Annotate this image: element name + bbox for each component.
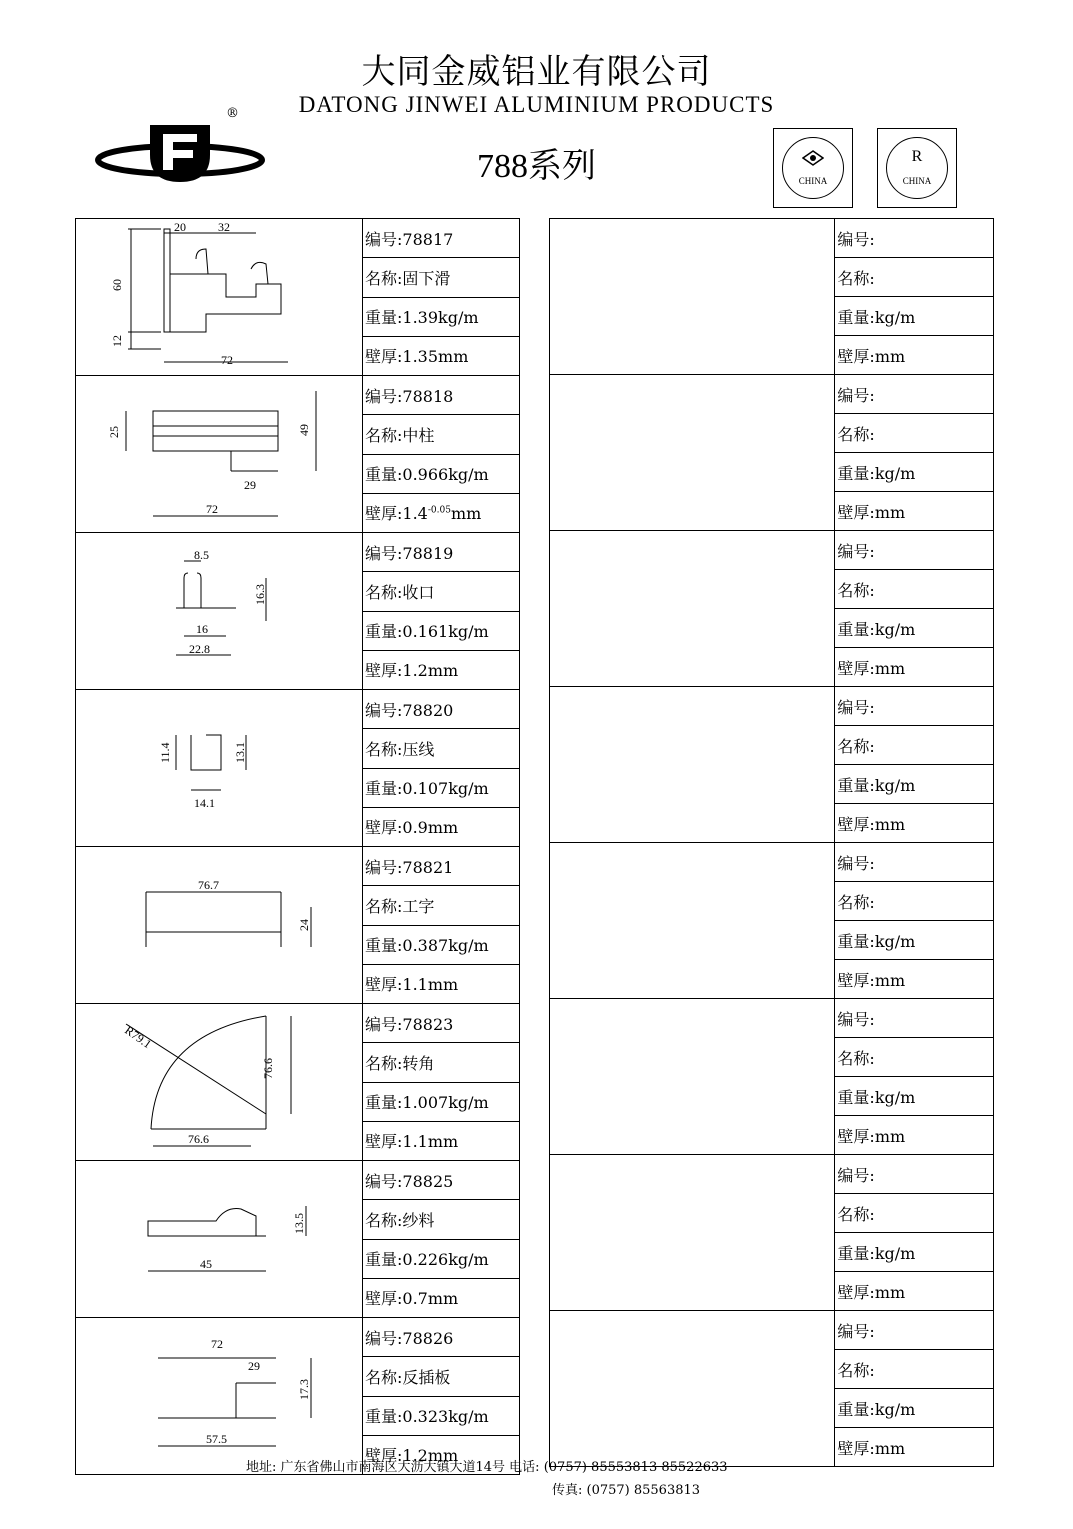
field-code: 编号:78819 — [363, 533, 520, 572]
field-thickness: 壁厚:1.35mm — [363, 336, 520, 375]
blank-row — [550, 219, 994, 258]
blank-field-code: 编号: — [835, 687, 994, 726]
blank-row — [550, 1155, 994, 1194]
dim-label: 24 — [297, 919, 311, 931]
blank-drawing-cell — [550, 531, 835, 687]
profile-drawing-cell — [76, 376, 363, 533]
blank-field-thickness: 壁厚:mm — [835, 492, 994, 531]
dim-label: 32 — [218, 220, 230, 234]
logo-icon — [95, 110, 270, 195]
field-weight: 重量:0.107kg/m — [363, 768, 520, 807]
name-value: 纱料 — [402, 1210, 435, 1230]
dim-label: 16 — [196, 622, 208, 636]
field-code: 编号:78820 — [363, 690, 520, 729]
field-thickness: 壁厚:1.1mm — [363, 1121, 520, 1160]
field-name: 名称:反插板 — [363, 1357, 520, 1396]
blank-field-name: 名称: — [835, 1194, 994, 1233]
blank-row — [550, 375, 994, 414]
name-value: 反插板 — [402, 1367, 451, 1387]
weight-value: 0.226kg/m — [402, 1250, 489, 1270]
field-code: 编号:78823 — [363, 1004, 520, 1043]
field-code: 编号:78818 — [363, 376, 520, 415]
blank-row — [550, 1311, 994, 1350]
field-name: 名称:压线 — [363, 729, 520, 768]
dim-label: 72 — [211, 1337, 223, 1351]
code-value: 78820 — [402, 700, 454, 720]
product-row — [76, 1318, 520, 1357]
blank-drawing-cell — [550, 687, 835, 843]
blank-field-code: 编号: — [835, 843, 994, 882]
thickness-value: 0.7mm — [402, 1289, 459, 1309]
field-thickness: 壁厚:1.2mm — [363, 1435, 520, 1474]
company-logo — [95, 110, 270, 195]
code-value: 78821 — [402, 857, 454, 877]
dim-label: 22.8 — [189, 642, 210, 656]
blank-field-weight: 重量:kg/m — [835, 1077, 994, 1116]
product-table-left — [75, 218, 520, 1475]
blank-row — [550, 531, 994, 570]
field-weight: 重量:0.387kg/m — [363, 925, 520, 964]
blank-row — [550, 999, 994, 1038]
code-value: 78825 — [402, 1171, 454, 1191]
blank-field-weight: 重量:kg/m — [835, 921, 994, 960]
blank-field-thickness: 壁厚:mm — [835, 1272, 994, 1311]
weight-value: 0.161kg/m — [402, 622, 489, 642]
dim-label: 20 — [174, 220, 186, 234]
product-row — [76, 219, 520, 258]
blank-field-code: 编号: — [835, 375, 994, 414]
certification-mark-2 — [877, 128, 957, 208]
blank-field-thickness: 壁厚:mm — [835, 336, 994, 375]
field-name: 名称:转角 — [363, 1043, 520, 1082]
weight-value: 0.323kg/m — [402, 1407, 489, 1427]
company-name-cn: 大同金威铝业有限公司 — [361, 52, 712, 92]
profile-drawing-cell — [76, 1318, 363, 1475]
profile-drawing-cell — [76, 533, 363, 690]
field-code: 编号:78826 — [363, 1318, 520, 1357]
blank-field-weight: 重量:kg/m — [835, 1389, 994, 1428]
code-value: 78819 — [402, 543, 454, 563]
blank-field-weight: 重量:kg/m — [835, 765, 994, 804]
name-value: 转角 — [402, 1053, 435, 1073]
blank-drawing-cell — [550, 843, 835, 999]
product-table-right — [549, 218, 994, 1467]
blank-field-code: 编号: — [835, 999, 994, 1038]
field-weight: 重量:1.39kg/m — [363, 297, 520, 336]
blank-field-name: 名称: — [835, 414, 994, 453]
field-code: 编号:78817 — [363, 219, 520, 258]
field-code: 编号:78821 — [363, 847, 520, 886]
product-row — [76, 533, 520, 572]
dim-label: 25 — [107, 426, 121, 438]
blank-field-weight: 重量:kg/m — [835, 1233, 994, 1272]
blank-field-name: 名称: — [835, 570, 994, 609]
dim-label: 13.1 — [233, 742, 247, 763]
thickness-value: 0.9mm — [402, 818, 459, 838]
name-value: 固下滑 — [402, 268, 451, 288]
dim-label: 12 — [110, 335, 124, 347]
blank-drawing-cell — [550, 375, 835, 531]
dim-label: 29 — [248, 1359, 260, 1373]
thickness-value: 1.1mm — [402, 975, 459, 995]
blank-row — [550, 687, 994, 726]
certification-symbol: R — [911, 148, 923, 165]
name-value: 工字 — [402, 896, 435, 916]
code-value: 78817 — [402, 229, 454, 249]
blank-field-code: 编号: — [835, 1155, 994, 1194]
weight-value: 1.39kg/m — [402, 308, 479, 328]
field-name: 名称:纱料 — [363, 1200, 520, 1239]
blank-field-name: 名称: — [835, 1350, 994, 1389]
field-name: 名称:中柱 — [363, 415, 520, 454]
blank-drawing-cell — [550, 219, 835, 375]
field-name: 名称:收口 — [363, 572, 520, 611]
registered-mark: ® — [226, 106, 239, 121]
dim-label: 13.5 — [292, 1213, 306, 1234]
dim-label: 8.5 — [194, 548, 209, 562]
certification-mark-1 — [773, 128, 853, 208]
profile-drawing-cell — [76, 690, 363, 847]
dim-label: 45 — [200, 1257, 212, 1271]
dim-label: 17.3 — [297, 1379, 311, 1400]
dim-label: 76.7 — [198, 878, 219, 892]
thickness-value: 1.35mm — [402, 347, 469, 367]
certification-label: CHINA — [902, 176, 932, 186]
blank-field-thickness: 壁厚:mm — [835, 648, 994, 687]
field-name: 名称:固下滑 — [363, 258, 520, 297]
blank-field-thickness: 壁厚:mm — [835, 1428, 994, 1467]
blank-field-code: 编号: — [835, 219, 994, 258]
blank-drawing-cell — [550, 1311, 835, 1467]
dim-label: 60 — [110, 279, 124, 291]
thickness-value: $1.4^{-0.05}mm$ — [402, 504, 482, 524]
dim-label: 14.1 — [194, 796, 215, 810]
profile-drawing — [76, 1318, 362, 1470]
certification-label: CHINA — [798, 176, 828, 186]
code-value: 78818 — [402, 386, 454, 406]
profile-drawing — [76, 219, 362, 371]
field-thickness: 壁厚:1.1mm — [363, 964, 520, 1003]
blank-drawing-cell — [550, 1155, 835, 1311]
blank-field-code: 编号: — [835, 531, 994, 570]
blank-field-thickness: 壁厚:mm — [835, 960, 994, 999]
product-row — [76, 376, 520, 415]
field-thickness: 壁厚:1.2mm — [363, 650, 520, 689]
profile-drawing — [76, 533, 362, 685]
name-value: 压线 — [402, 739, 435, 759]
blank-field-name: 名称: — [835, 258, 994, 297]
field-thickness: 壁厚:0.9mm — [363, 807, 520, 846]
ccc-diamond-icon — [802, 150, 824, 166]
field-weight: 重量:0.226kg/m — [363, 1239, 520, 1278]
blank-field-code: 编号: — [835, 1311, 994, 1350]
dim-label: 76.6 — [188, 1132, 209, 1146]
product-row — [76, 1161, 520, 1200]
profile-drawing — [76, 1161, 362, 1313]
product-row — [76, 690, 520, 729]
dim-label: 72 — [221, 353, 233, 367]
blank-field-name: 名称: — [835, 726, 994, 765]
blank-field-weight: 重量:kg/m — [835, 297, 994, 336]
footer-address: 地址: 广东省佛山市南海区大沥大镇大道14号 电话: (0757) 85553813 85522633 — [246, 1460, 728, 1475]
blank-field-name: 名称: — [835, 1038, 994, 1077]
dim-label: R79.1 — [122, 1022, 155, 1052]
field-weight: 重量:0.966kg/m — [363, 454, 520, 493]
field-thickness: 壁厚$:1.4^{-0.05}mm$ — [363, 493, 520, 532]
field-weight: 重量:0.161kg/m — [363, 611, 520, 650]
blank-field-weight: 重量:kg/m — [835, 609, 994, 648]
thickness-value: 1.2mm — [402, 661, 459, 681]
dim-label: 57.5 — [206, 1432, 227, 1446]
profile-drawing — [76, 847, 362, 999]
product-row — [76, 1004, 520, 1043]
weight-value: 0.387kg/m — [402, 936, 489, 956]
field-code: 编号:78825 — [363, 1161, 520, 1200]
weight-value: 1.007kg/m — [402, 1093, 489, 1113]
thickness-value: 1.1mm — [402, 1132, 459, 1152]
dim-label: 49 — [297, 424, 311, 436]
product-row — [76, 847, 520, 886]
blank-field-thickness: 壁厚:mm — [835, 804, 994, 843]
field-thickness: 壁厚:0.7mm — [363, 1278, 520, 1317]
blank-field-name: 名称: — [835, 882, 994, 921]
field-weight: 重量:1.007kg/m — [363, 1082, 520, 1121]
profile-drawing — [76, 1004, 362, 1156]
field-weight: 重量:0.323kg/m — [363, 1396, 520, 1435]
dim-label: 11.4 — [158, 742, 172, 763]
code-value: 78826 — [402, 1328, 454, 1348]
weight-value: 0.966kg/m — [402, 465, 489, 485]
thickness-value: 1.2mm — [402, 1446, 459, 1466]
code-value: 78823 — [402, 1014, 454, 1034]
dim-label: 29 — [244, 478, 256, 492]
field-name: 名称:工字 — [363, 886, 520, 925]
dim-label: 76.6 — [261, 1058, 275, 1079]
series-title: 788系列 — [477, 148, 596, 185]
name-value: 收口 — [402, 582, 435, 602]
profile-drawing-cell — [76, 847, 363, 1004]
profile-drawing — [76, 690, 362, 842]
profile-drawing — [76, 376, 362, 528]
blank-drawing-cell — [550, 999, 835, 1155]
blank-row — [550, 843, 994, 882]
blank-field-weight: 重量:kg/m — [835, 453, 994, 492]
footer-fax: 传真: (0757) 85563813 — [552, 1483, 701, 1498]
company-name-en: DATONG JINWEI ALUMINIUM PRODUCTS — [298, 92, 775, 117]
name-value: 中柱 — [402, 425, 435, 445]
profile-drawing-cell — [76, 1161, 363, 1318]
profile-drawing-cell — [76, 219, 363, 376]
dim-label: 72 — [206, 502, 218, 516]
weight-value: 0.107kg/m — [402, 779, 489, 799]
profile-drawing-cell — [76, 1004, 363, 1161]
blank-field-thickness: 壁厚:mm — [835, 1116, 994, 1155]
dim-label: 16.3 — [253, 584, 267, 605]
